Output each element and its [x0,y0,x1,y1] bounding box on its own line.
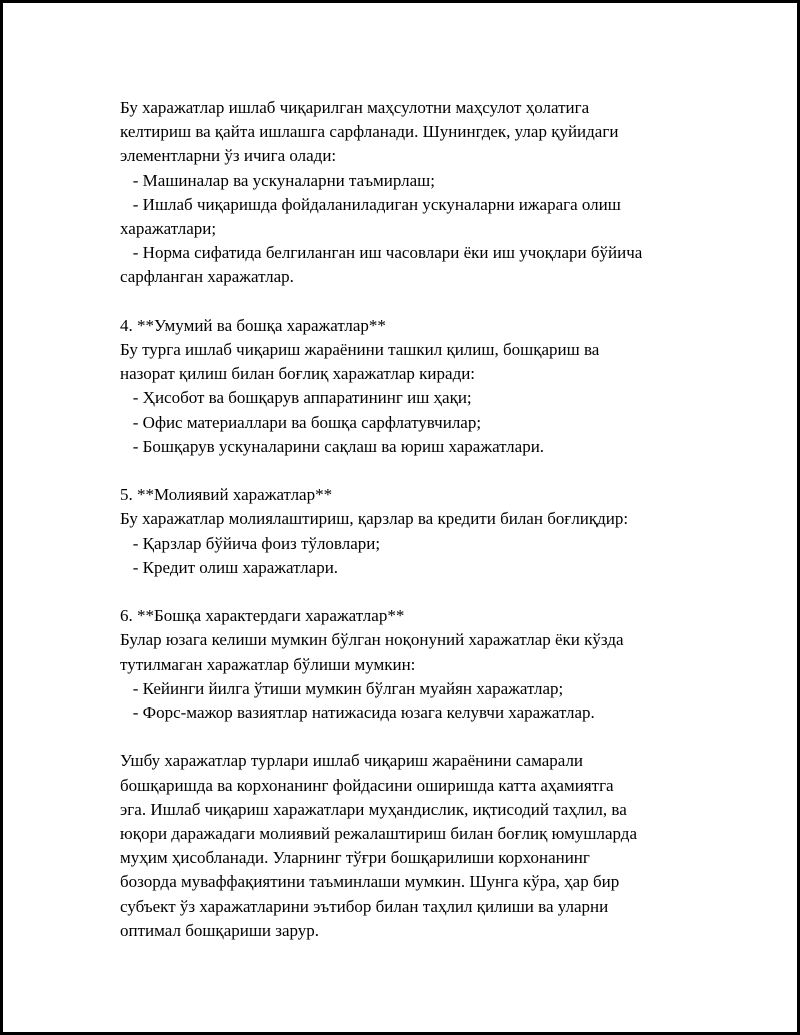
text-line: Бу харажатлар молиялаштириш, қарзлар ва кредити билан боғлиқдир: [120,509,629,529]
intro-paragraph [120,96,740,290]
text-line: юқори даражадаги молиявий режалаштириш билан боғлиқ юмушларда [120,824,637,844]
text-line: Бу харажатлар ишлаб чиқарилган маҳсулотни маҳсулот ҳолатига [120,98,590,117]
text-line: сарфланган харажатлар. [120,267,294,287]
text-line: эга. Ишлаб чиқариш харажатлари муҳандислик, иқтисодий таҳлил, ва [120,799,627,819]
text-line: бошқаришда ва корхонанинг фойдасини оширишда катта аҳамиятга [120,775,614,795]
text-line: муҳим ҳисобланади. Уларнинг тўғри бошқарилиши корхонанинг [120,848,590,868]
section-heading: 6. **Бошқа характердаги харажатлар** [120,606,405,626]
list-item: - Кейинги йилга ўтиши мумкин бўлган муайян харажатлар; [120,678,564,698]
text-line: бозорда муваффақиятини таъминлаши мумкин. Шунга кўра, ҳар бир [120,872,620,892]
list-item: - Кредит олиш харажатлари. [120,557,339,577]
document-body [120,96,740,943]
text-line: Ушбу харажатлар турлари ишлаб чиқариш жараёнини самарали [120,751,584,771]
list-item: - Ҳисобот ва бошқарув аппаратининг иш ҳақи; [120,388,472,408]
list-item: - Ишлаб чиқаришда фойдаланиладиган ускуналарни ижарага олиш [120,194,621,214]
list-item: - Норма сифатида белгиланган иш часовлари ёки иш учоқлари бўйича [120,243,643,263]
section-4 [120,314,740,459]
text-line: харажатлари; [120,219,217,239]
list-item: - Бошқарув ускуналарини сақлаш ва юриш харажатлари. [120,436,545,456]
text-line: назорат қилиш билан боғлиқ харажатлар киради: [120,364,476,384]
list-item: - Форс-мажор вазиятлар натижасида юзага келувчи харажатлар. [120,703,595,723]
section-heading: 4. **Умумий ва бошқа харажатлар** [120,315,386,335]
text-line: Бу турга ишлаб чиқариш жараёнини ташкил қилиш, бошқариш ва [120,340,600,360]
list-item: - Офис материаллари ва бошқа сарфлатувчилар; [120,412,482,432]
paragraph-spacer [120,580,740,604]
text-line: оптимал бошқариши зарур. [120,920,320,940]
section-5 [120,483,740,580]
text-line: келтириш ва қайта ишлашга сарфланади. Шунингдек, улар қуйидаги [120,122,619,142]
text-line: элементларни ўз ичига олади: [120,146,337,166]
text-line: Булар юзага келиши мумкин бўлган ноқонуний харажатлар ёки кўзда [120,630,624,650]
list-item: - Қарзлар бўйича фоиз тўловлари; [120,533,381,553]
paragraph-spacer [120,290,740,314]
conclusion-paragraph [120,749,740,943]
paragraph-spacer [120,725,740,749]
text-line: тутилмаган харажатлар бўлиши мумкин: [120,654,416,674]
section-6 [120,604,740,725]
list-item: - Машиналар ва ускуналарни таъмирлаш; [120,170,435,190]
section-heading: 5. **Молиявий харажатлар** [120,485,333,505]
text-line: субъект ўз харажатларини эътибор билан таҳлил қилиши ва уларни [120,896,609,916]
paragraph-spacer [120,459,740,483]
